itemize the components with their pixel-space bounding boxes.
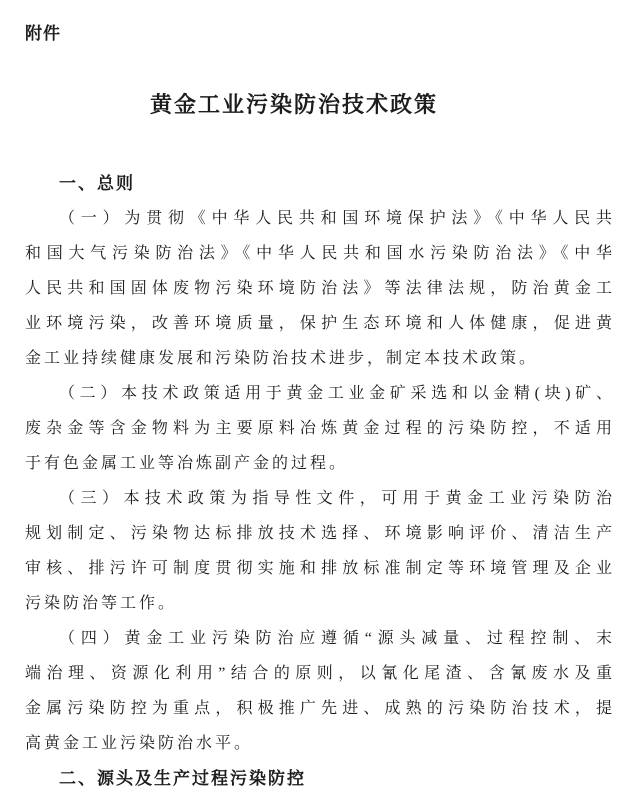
text-line: 业环境污染，改善环境质量，保护生态环境和人体健康，促进黄 [25,315,615,332]
text-line: 废杂金等含金物料为主要原料冶炼黄金过程的污染防控，不适用 [25,420,615,437]
text-line: 人民共和国固体废物污染环境防治法》等法律法规，防治黄金工 [25,280,615,297]
paragraph [25,376,615,481]
document-title: 黄金工业污染防治技术政策 [149,92,438,117]
text-line: （四）黄金工业污染防治应遵循“源头减量、过程控制、末 [59,630,615,647]
section-heading: 一、总则 [59,174,135,193]
paragraph [25,621,615,761]
text-line: （三）本技术政策为指导性文件，可用于黄金工业污染防治 [59,490,615,507]
text-line: （一）为贯彻《中华人民共和国环境保护法》《中华人民共 [59,210,615,227]
text-line: 和国大气污染防治法》《中华人民共和国水污染防治法》《中华 [25,245,615,262]
paragraph [25,481,615,621]
text-line: 高黄金工业污染防治水平。 [25,735,254,752]
text-line: 于有色金属工业等冶炼副产金的过程。 [25,455,349,472]
text-line: 审核、排污许可制度贯彻实施和排放标准制定等环境管理及企业 [25,560,615,577]
text-line: （二）本技术政策适用于黄金工业金矿采选和以金精(块)矿、 [59,385,615,402]
text-line: 金工业持续健康发展和污染防治技术进步，制定本技术政策。 [25,350,539,367]
text-line: 金属污染防控为重点，积极推广先进、成熟的污染防治技术，提 [25,700,615,717]
section-heading: 二、源头及生产过程污染防控 [59,769,306,788]
document-body [25,166,615,796]
paragraph [25,201,615,376]
text-line: 污染防治等工作。 [25,595,178,612]
text-line: 规划制定、污染物达标排放技术选择、环境影响评价、清洁生产 [25,525,615,542]
attachment-label: 附件 [25,24,61,43]
text-line: 端治理、资源化利用”结合的原则，以氰化尾渣、含氰废水及重 [25,665,615,682]
